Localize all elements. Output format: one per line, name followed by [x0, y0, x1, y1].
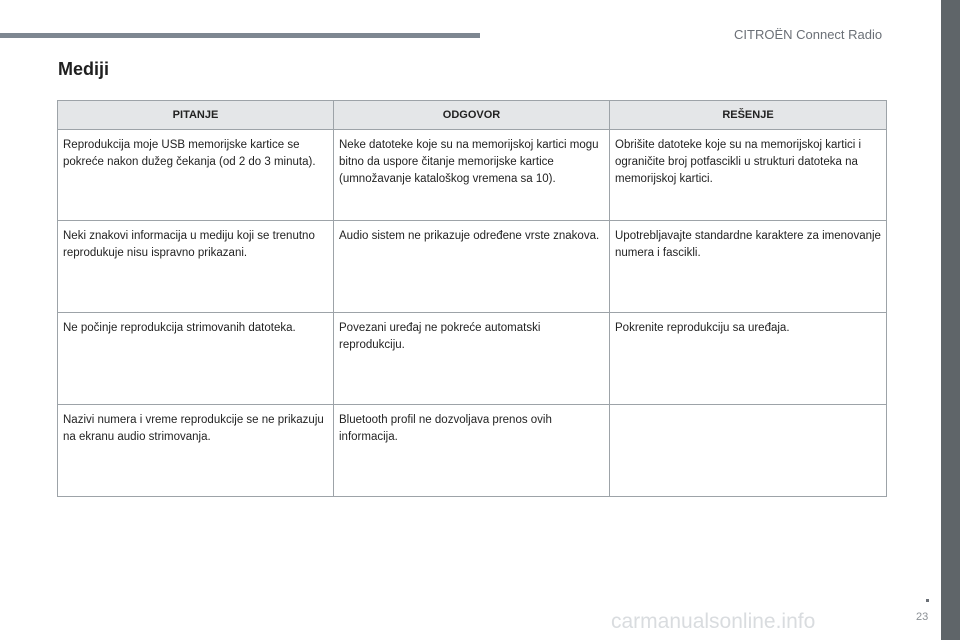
column-header-answer: ODGOVOR	[334, 101, 610, 130]
question-cell: Nazivi numera i vreme reprodukcije se ne prikazuju na ekranu audio strimovanja.	[58, 405, 334, 497]
table-row	[58, 221, 887, 313]
watermark: carmanualsonline.info	[611, 610, 816, 633]
answer-cell: Audio sistem ne prikazuje određene vrste znakova.	[334, 221, 610, 313]
answer-cell: Bluetooth profil ne dozvoljava prenos ovih informacija.	[334, 405, 610, 497]
column-header-solution: REŠENJE	[610, 101, 887, 130]
question-cell: Reprodukcija moje USB memorijske kartice se pokreće nakon dužeg čekanja (od 2 do 3 minuta).	[58, 130, 334, 221]
table-header-row	[58, 101, 887, 130]
answer-cell: Neke datoteke koje su na memorijskoj kartici mogu bitno da uspore čitanje memorijske kartice (umnožavanje kataloškog vremena sa 10).	[334, 130, 610, 221]
table-row	[58, 313, 887, 405]
answer-cell: Povezani uređaj ne pokreće automatski reprodukciju.	[334, 313, 610, 405]
question-cell: Neki znakovi informacija u mediju koji se trenutno reprodukuje nisu ispravno prikazani.	[58, 221, 334, 313]
header-rule	[0, 33, 480, 38]
solution-cell: Obrišite datoteke koje su na memorijskoj kartici i ograničite broj potfascikli u strukturi datoteka na memorijskoj kartici.	[610, 130, 887, 221]
solution-cell	[610, 405, 887, 497]
table-row	[58, 130, 887, 221]
page-number: 23	[916, 611, 929, 623]
side-tab-strip	[941, 0, 960, 640]
faq-table	[57, 100, 887, 497]
header-title: CITROËN Connect Radio	[734, 27, 883, 42]
page-title: Mediji	[58, 59, 110, 79]
column-header-question: PITANJE	[58, 101, 334, 130]
table-row	[58, 405, 887, 497]
solution-cell: Upotrebljavajte standardne karaktere za imenovanje numera i fascikli.	[610, 221, 887, 313]
solution-cell: Pokrenite reprodukciju sa uređaja.	[610, 313, 887, 405]
page-marker-dot	[926, 599, 929, 602]
question-cell: Ne počinje reprodukcija strimovanih datoteka.	[58, 313, 334, 405]
